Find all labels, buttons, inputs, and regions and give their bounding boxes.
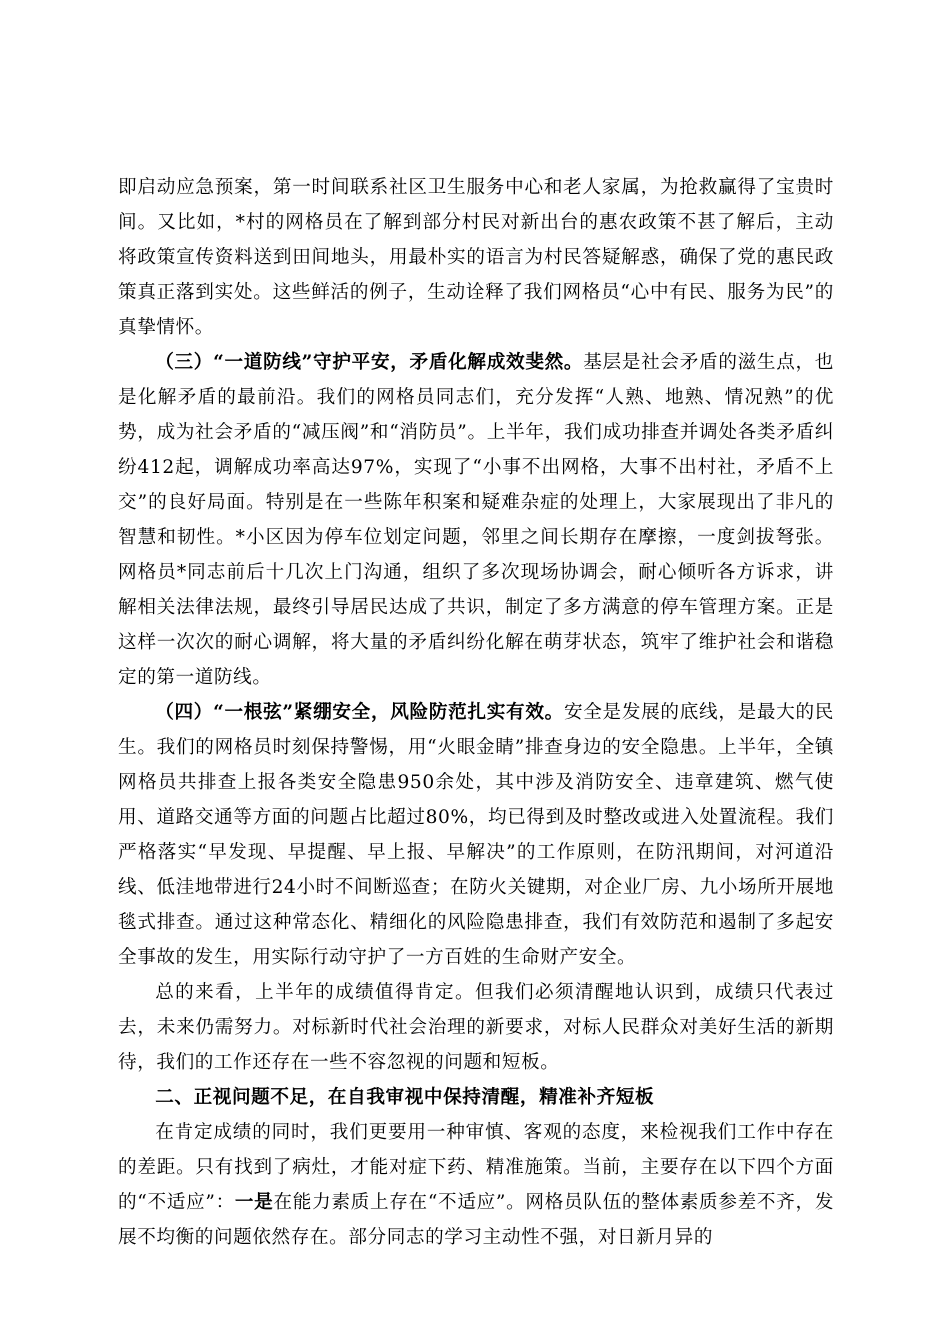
problems-first-text: 在能力素质上存在“不适应”。网格员队伍的整体素质参差不齐，发展不均衡的问题依然存在。部分同志的学习主动性不强，对日新月异的 — [118, 1192, 835, 1248]
paragraph-section-three — [118, 345, 834, 695]
paragraph-continuation: 即启动应急预案，第一时间联系社区卫生服务中心和老人家属，为抢救赢得了宝贵时间。又比如，*村的网格员在了解到部分村民对新出台的惠农政策不甚了解后，主动将政策宣传资料送到田间地头，用最朴实的语言为村民答疑解惑，确保了党的惠民政策真正落到实处。这些鲜活的例子，生动诠释了我们网格员“心中有民、服务为民”的真挚情怀。 — [118, 177, 834, 338]
paragraph-section-four — [118, 695, 834, 975]
paragraph-problems — [118, 1115, 834, 1255]
section-four-heading: （四）“一根弦”紧绷安全，风险防范扎实有效。 — [155, 702, 564, 723]
section-two-heading: 二、正视问题不足，在自我审视中保持清醒，精准补齐短板 — [155, 1087, 655, 1108]
document-page — [118, 170, 834, 1255]
problems-first-marker: 一是 — [234, 1192, 274, 1213]
section-four-body: 安全是发展的底线，是最大的民生。我们的网格员时刻保持警惕，用“火眼金睛”排查身边的安全隐患。上半年，全镇网格员共排查上报各类安全隐患950余处，其中涉及消防安全、违章建筑、燃气使用、道路交通等方面的问题占比超过80%，均已得到及时整改或进入处置流程。我们严格落实“早发现、早提醒、早上报、早解决”的工作原则，在防汛期间，对河道沿线、低洼地带进行24小时不间断巡查；在防火关键期，对企业厂房、九小场所开展地毯式排查。通过这种常态化、精细化的风险隐患排查，我们有效防范和遏制了多起安全事故的发生，用实际行动守护了一方百姓的生命财产安全。 — [118, 702, 834, 968]
section-three-body: 基层是社会矛盾的滋生点，也是化解矛盾的最前沿。我们的网格员同志们，充分发挥“人熟、地熟、情况熟”的优势，成为社会矛盾的“减压阀”和“消防员”。上半年，我们成功排查并调处各类矛盾纠纷412起，调解成功率高达97%，实现了“小事不出网格，大事不出村社，矛盾不上交”的良好局面。特别是在一些陈年积案和疑难杂症的处理上，大家展现出了非凡的智慧和韧性。*小区因为停车位划定问题，邻里之间长期存在摩擦，一度剑拔弩张。网格员*同志前后十几次上门沟通，组织了多次现场协调会，耐心倾听各方诉求，讲解相关法律法规，最终引导居民达成了共识，制定了多方满意的停车管理方案。正是这样一次次的耐心调解，将大量的矛盾纠纷化解在萌芽状态，筑牢了维护社会和谐稳定的第一道防线。 — [118, 352, 834, 688]
section-three-heading: （三）“一道防线”守护平安，矛盾化解成效斐然。 — [155, 352, 584, 373]
problems-intro: 在肯定成绩的同时，我们更要用一种审慎、客观的态度，来检视我们工作中存在的差距。只有找到了病灶，才能对症下药、精准施策。当前，主要存在以下四个方面的“不适应”： — [118, 1122, 834, 1213]
paragraph-summary: 总的来看，上半年的成绩值得肯定。但我们必须清醒地认识到，成绩只代表过去，未来仍需努力。对标新时代社会治理的新要求，对标人民群众对美好生活的新期待，我们的工作还存在一些不容忽视的问题和短板。 — [118, 982, 834, 1073]
